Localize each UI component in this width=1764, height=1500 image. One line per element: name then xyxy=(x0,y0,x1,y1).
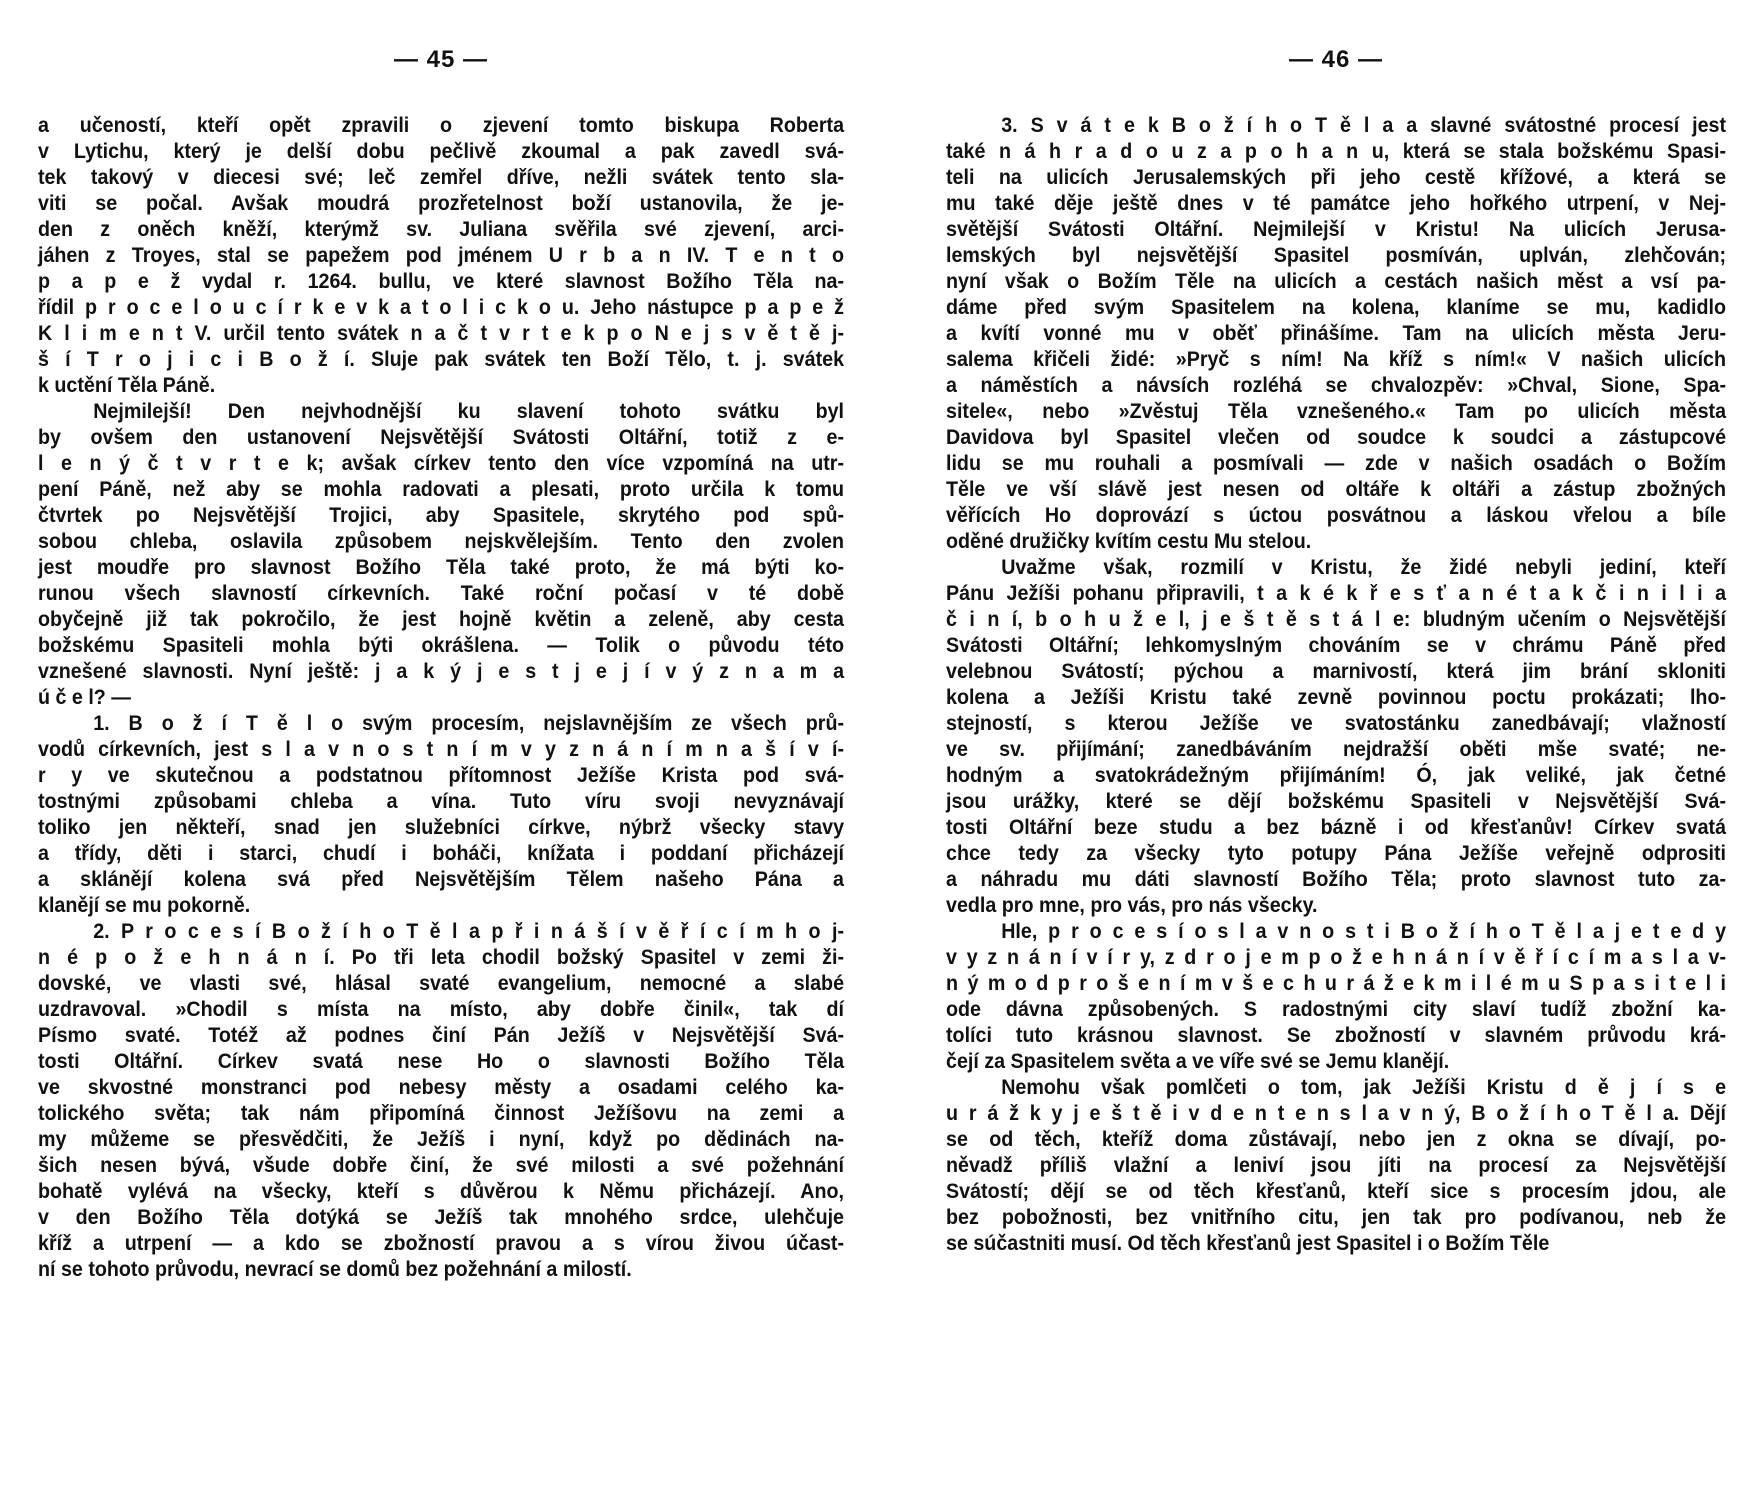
text-line: K l i m e n t V. určil tento svátek n a č t v r t e k p o N e j s v ě t ě j- xyxy=(38,321,845,345)
text-line: chce tedy za všecky tyto potupy Pána Ježíše veřejně odprositi xyxy=(946,841,1727,865)
left-page xyxy=(38,0,844,1500)
text-line: a učeností, kteří opět zpravili o zjevení tomto biskupa Roberta xyxy=(38,113,845,137)
text-line: šich nesen bývá, všude dobře činí, že své milosti a své požehnání xyxy=(38,1153,845,1177)
right-page xyxy=(946,0,1726,1500)
text-line: hodným a svatokrádežným přijímáním! Ó, jak veliké, jak četné xyxy=(946,763,1727,787)
text-line: jsou urážky, které se dějí božskému Spasiteli v Nejsvětější Svá- xyxy=(946,789,1727,813)
text-line: obyčejně již tak pokročilo, že jest hojně květin a zeleně, aby cesta xyxy=(38,607,845,631)
text-line: my můžeme se přesvědčiti, že Ježíš i nyní, když po dědinách na- xyxy=(38,1127,845,1151)
text-line: bez pobožnosti, bez vnitřního citu, jen tak pro podívanou, neb že xyxy=(946,1205,1727,1229)
text-line: vedla pro mne, pro vás, pro nás všecky. xyxy=(946,893,1318,917)
text-line: a třídy, děti i starci, chudí i boháči, knížata i poddaní přicházejí xyxy=(38,841,845,865)
text-line: sitele«, nebo »Zvěstuj Těla vznešeného.« Tam po ulicích města xyxy=(946,399,1727,423)
text-line: ve skvostné monstranci pod nebesy městy a osadami celého ka- xyxy=(38,1075,845,1099)
text-line: Nejmilejší! Den nejvhodnější ku slavení tohoto svátku byl xyxy=(93,399,845,423)
paragraph xyxy=(946,554,1726,918)
text-line: kolena a Ježíši Kristu také zevně povinnou poctu prokázati; lho- xyxy=(946,685,1727,709)
text-line: v den Božího Těla dotýká se Ježíš tak mnohého srdce, ulehčuje xyxy=(38,1205,845,1229)
text-line: teli na ulicích Jerusalemských při jeho cestě křížové, a která se xyxy=(946,165,1727,189)
text-line: čejí za Spasitelem světa a ve víře své se Jemu klanějí. xyxy=(946,1049,1450,1073)
text-line: se od těch, kteříž doma zůstávají, nebo jen z okna se dívají, po- xyxy=(946,1127,1727,1151)
text-line: dáme před svým Spasitelem na kolena, klaníme se mu, kadidlo xyxy=(946,295,1727,319)
text-line: u r á ž k y j e š t ě i v d e n t e n s l a v n ý, B o ž í h o T ě l a. Dějí xyxy=(946,1101,1727,1125)
text-line: lemských byl nejsvětější Spasitel posmíván, uplván, zlehčován; xyxy=(946,243,1727,267)
text-line: a náhradu mu dáti slavností Božího Těla; proto slavnost tuto za- xyxy=(946,867,1727,891)
text-line: pení Páně, než aby se mohla radovati a plesati, proto určila k tomu xyxy=(38,477,845,501)
paragraph xyxy=(38,710,844,918)
text-line: bohatě vylévá na všecky, kteří s důvěrou k Němu přicházejí. Ano, xyxy=(38,1179,845,1203)
text-line: v y z n á n í v í r y, z d r o j e m p o ž e h n á n í v ě ř í c í m a s l a v- xyxy=(946,945,1727,969)
text-line: n ý m o d p r o š e n í m v š e c h u r á ž e k m i l é m u S p a s i t e l i xyxy=(946,971,1727,995)
text-line: 3. S v á t e k B o ž í h o T ě l a a slavné svátostné procesí jest xyxy=(1001,113,1727,137)
text-line: š í T r o j i c i B o ž í. Sluje pak svátek ten Boží Tělo, t. j. svátek xyxy=(38,347,845,371)
text-line: ode dávna způsobených. S radostnými city slaví tudíž zbožní ka- xyxy=(946,997,1727,1021)
text-line: oděné družičky kvítím cestu Mu stelou. xyxy=(946,529,1312,553)
page-text xyxy=(38,112,844,1282)
text-line: čtvrtek po Nejsvětější Trojici, aby Spasitele, skrytého pod spů- xyxy=(38,503,845,527)
text-line: světější Svátosti Oltářní. Nejmilejší v Kristu! Na ulicích Jerusa- xyxy=(946,217,1727,241)
text-line: vodů církevních, jest s l a v n o s t n í m v y z n á n í m n a š í v í- xyxy=(38,737,845,761)
text-line: ú č e l? — xyxy=(38,685,131,709)
text-line: Pánu Ježíši pohanu připravili, t a k é k ř e s ť a n é t a k č i n i l i a xyxy=(946,581,1727,605)
text-line: 1. B o ž í T ě l o svým procesím, nejslavnějším ze všech prů- xyxy=(93,711,845,735)
text-line: tolíci tuto krásnou slavnost. Se zbožností v slavném průvodu krá- xyxy=(946,1023,1727,1047)
text-line: dovské, ve vlasti své, hlásal svaté evangelium, nemocné a slabé xyxy=(38,971,845,995)
text-line: něvadž příliš vlažní a leniví jsou jíti na procesí za Nejsvětější xyxy=(946,1153,1727,1177)
text-line: božskému Spasiteli mohla býti okrášlena. — Tolik o původu této xyxy=(38,633,845,657)
text-line: mu také děje ještě dnes v té památce jeho hořkého utrpení, v Nej- xyxy=(946,191,1727,215)
text-line: klanějí se mu pokorně. xyxy=(38,893,251,917)
text-line: nyní však o Božím Těle na ulicích a cestách našich měst a vsí pa- xyxy=(946,269,1727,293)
text-line: tosti Oltářní beze studu a bez bázně i od křesťanův! Církev svatá xyxy=(946,815,1727,839)
paragraph xyxy=(38,918,844,1282)
text-line: viti se počal. Avšak moudrá prozřetelnost boží ustanovila, že je- xyxy=(38,191,845,215)
text-line: 2. P r o c e s í B o ž í h o T ě l a p ř i n á š í v ě ř í c í m h o j- xyxy=(93,919,845,943)
text-line: jest moudře pro slavnost Božího Těla také proto, že má býti ko- xyxy=(38,555,845,579)
text-line: Těle ve vší slávě jest nesen od oltáře k oltáři a zástup zbožných xyxy=(946,477,1727,501)
text-line: den z oněch kněží, kterýmž sv. Juliana svěřila své zjevení, arci- xyxy=(38,217,845,241)
text-line: kříž a utrpení — a kdo se zbožností pravou a s vírou živou účast- xyxy=(38,1231,845,1255)
text-line: ní se tohoto průvodu, nevrací se domů bez požehnání a milostí. xyxy=(38,1257,632,1281)
text-line: r y ve skutečnou a podstatnou přítomnost Ježíše Krista pod svá- xyxy=(38,763,845,787)
text-line: stejností, s kterou Ježíše ve svatostánku zanedbávají; vlažností xyxy=(946,711,1727,735)
text-line: Písmo svaté. Totéž až podnes činí Pán Ježíš v Nejsvětější Svá- xyxy=(38,1023,845,1047)
text-line: č i n í, b o h u ž e l, j e š t ě s t á l e: bludným učením o Nejsvětější xyxy=(946,607,1727,631)
text-line: n é p o ž e h n á n í. Po tři leta chodil božský Spasitel v zemi ži- xyxy=(38,945,845,969)
text-line: toliko jen někteří, snad jen služebníci církve, nýbrž všecky stavy xyxy=(38,815,845,839)
text-line: Svátosti Oltářní; lehkomyslným chováním se v chrámu Páně před xyxy=(946,633,1727,657)
text-line: vznešené slavnosti. Nyní ještě: j a k ý j e s t j e j í v ý z n a m a xyxy=(38,659,845,683)
text-line: věřících Ho doprovází s úctou posvátnou a láskou vřelou a bíle xyxy=(946,503,1727,527)
text-line: tek takový v diecesi své; leč zemřel dříve, nežli svátek tento sla- xyxy=(38,165,845,189)
text-line: p a p e ž vydal r. 1264. bullu, ve které slavnost Božího Těla na- xyxy=(38,269,845,293)
text-line: by ovšem den ustanovení Nejsvětější Svátosti Oltářní, totiž z e- xyxy=(38,425,845,449)
text-line: Svátostí; dějí se od těch křesťanů, kteří sice s procesím jdou, ale xyxy=(946,1179,1727,1203)
paragraph xyxy=(946,918,1726,1074)
text-line: salema křičeli židé: »Pryč s ním! Na kříž s ním!« V našich ulicích xyxy=(946,347,1727,371)
text-line: jáhen z Troyes, stal se papežem pod jménem U r b a n IV. T e n t o xyxy=(38,243,845,267)
text-line: tostnými způsobami chleba a vína. Tuto víru svoji nevyznávají xyxy=(38,789,845,813)
text-line: k uctění Těla Páně. xyxy=(38,373,216,397)
text-line: velebnou Svátostí; pýchou a marnivostí, která jim brání skloniti xyxy=(946,659,1727,683)
text-line: tosti Oltářní. Církev svatá nese Ho o slavnosti Božího Těla xyxy=(38,1049,845,1073)
text-line: lidu se mu rouhali a posmívali — zde v našich osadách o Božím xyxy=(946,451,1727,475)
text-line: a náměstích a návsích rozléhá se chvalozpěv: »Chval, Sione, Spa- xyxy=(946,373,1727,397)
paragraph xyxy=(946,112,1726,554)
text-line: Uvažme však, rozmilí v Kristu, že židé nebyli jediní, kteří xyxy=(1001,555,1727,579)
text-line: v Lytichu, který je delší dobu pečlivě zkoumal a pak zavedl svá- xyxy=(38,139,845,163)
page-number: — 45 — xyxy=(393,46,489,73)
paragraph xyxy=(38,398,844,710)
text-line: Hle, p r o c e s í o s l a v n o s t i B o ž í h o T ě l a j e t e d y xyxy=(1001,919,1727,943)
text-line: runou všech slavností církevních. Také roční počasí v té době xyxy=(38,581,845,605)
page-text xyxy=(946,112,1726,1256)
text-line: Davidova byl Spasitel vlečen od soudce k soudci a zástupcové xyxy=(946,425,1727,449)
text-line: l e n ý č t v r t e k; avšak církev tento den více vzpomíná na utr- xyxy=(38,451,845,475)
text-line: se súčastniti musí. Od těch křesťanů jest Spasitel i o Božím Těle xyxy=(946,1231,1550,1255)
text-line: tolického světa; tak nám připomíná činnost Ježíšovu na zemi a xyxy=(38,1101,845,1125)
text-line: řídil p r o c e l o u c í r k e v k a t o l i c k o u. Jeho nástupce p a p e ž xyxy=(38,295,845,319)
text-line: také n á h r a d o u z a p o h a n u, která se stala božskému Spasi- xyxy=(946,139,1727,163)
text-line: sobou chleba, oslavila způsobem nejskvělejším. Tento den zvolen xyxy=(38,529,845,553)
paragraph xyxy=(946,1074,1726,1256)
text-line: ve sv. přijímání; zanedbáváním nejdražší oběti mše svaté; ne- xyxy=(946,737,1727,761)
text-line: a sklánějí kolena svá před Nejsvětějším Tělem našeho Pána a xyxy=(38,867,845,891)
paragraph xyxy=(38,112,844,398)
page-number: — 46 — xyxy=(1288,46,1384,73)
text-line: Nemohu však pomlčeti o tom, jak Ježíši Kristu d ě j í s e xyxy=(1001,1075,1727,1099)
text-line: a kvítí vonné mu v oběť přinášíme. Tam na ulicích města Jeru- xyxy=(946,321,1727,345)
text-line: uzdravoval. »Chodil s místa na místo, aby dobře činil«, tak dí xyxy=(38,997,845,1021)
